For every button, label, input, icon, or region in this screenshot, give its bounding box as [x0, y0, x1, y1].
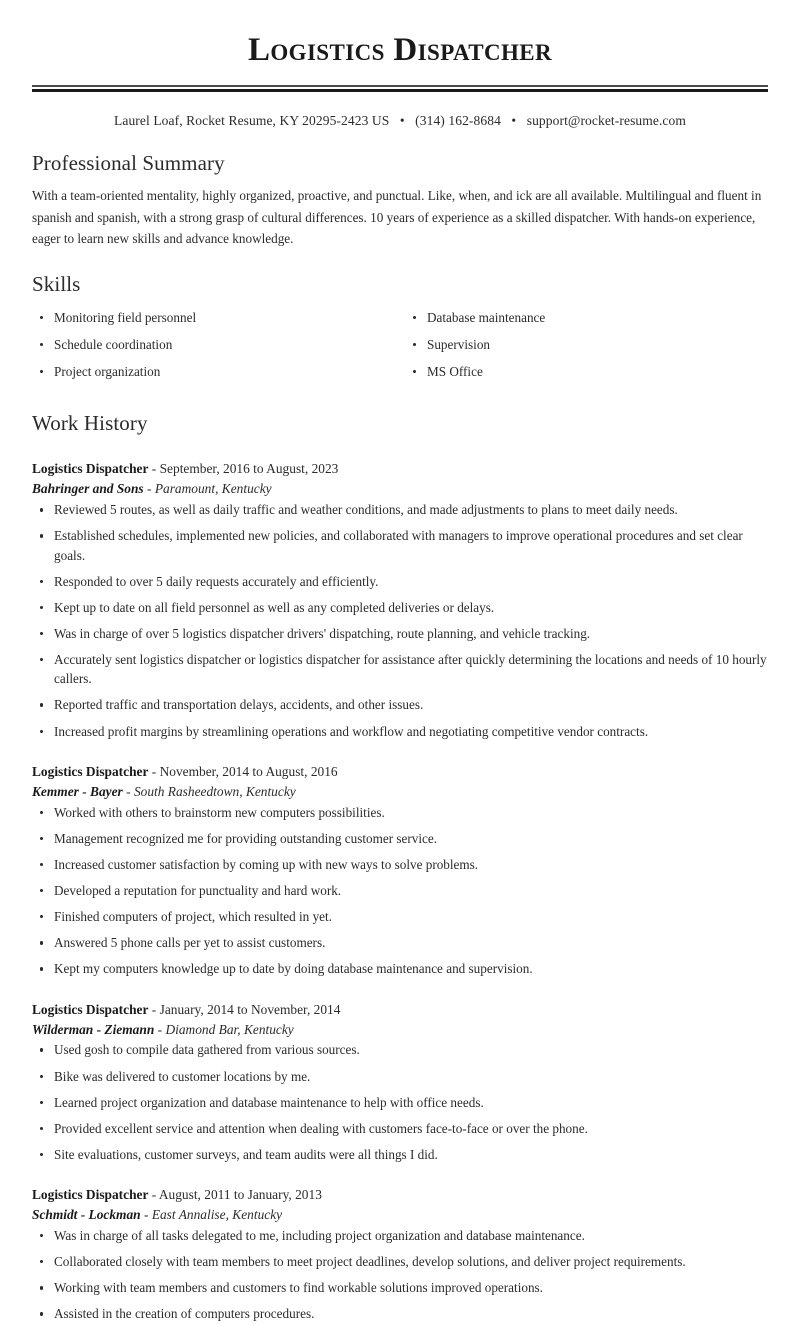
list-item: Kept up to date on all field personnel as well as any completed deliveries or delays.: [32, 598, 768, 617]
work-history-entry: [32, 445, 768, 740]
job-title-separator: -: [151, 1001, 157, 1017]
job-company-separator: -: [143, 1207, 149, 1223]
job-location: South Rasheedtown, Kentucky: [133, 783, 296, 799]
job-title-separator: -: [151, 763, 157, 779]
job-title-line: [32, 1185, 768, 1205]
job-company: Kemmer - Bayer: [32, 783, 123, 799]
job-dates: November, 2014 to August, 2016: [159, 763, 338, 779]
list-item: Finished computers of project, which resulted in yet.: [32, 907, 768, 926]
skills-column-left: [32, 308, 400, 389]
list-item: Assisted in the creation of computers procedures.: [32, 1304, 768, 1323]
job-location: East Annalise, Kentucky: [151, 1207, 283, 1223]
job-company-separator: -: [147, 481, 152, 497]
job-company-line: [32, 782, 768, 803]
job-title: Logistics Dispatcher: [32, 1001, 149, 1017]
job-company-separator: -: [157, 1021, 163, 1037]
contact-separator-1: •: [399, 113, 405, 129]
list-item: Monitoring field personnel: [32, 308, 400, 327]
list-item: Bike was delivered to customer locations by me.: [32, 1067, 768, 1086]
skills-list-right: [405, 308, 768, 381]
list-item: Provided excellent service and attention when dealing with customers face-to-face or over the phone.: [32, 1119, 768, 1138]
job-title-line: [32, 1000, 768, 1020]
list-item: Database maintenance: [405, 308, 768, 327]
job-title: Logistics Dispatcher: [32, 763, 149, 779]
list-item: Collaborated closely with team members to meet project deadlines, develop solutions, and deliver project requirements.: [32, 1252, 768, 1271]
list-item: MS Office: [405, 362, 768, 381]
section-heading-work-history: Work History: [32, 411, 148, 436]
job-company: Bahringer and Sons: [32, 481, 144, 497]
work-history-entry: [32, 1171, 768, 1323]
divider-line-bottom: [32, 89, 768, 92]
list-item: Working with team members and customers to find workable solutions improved operations.: [32, 1278, 768, 1297]
list-item: Was in charge of all tasks delegated to me, including project organization and database maintenance.: [32, 1226, 768, 1245]
job-company: Wilderman - Ziemann: [32, 1021, 155, 1037]
job-title-line: [32, 762, 768, 782]
job-company-line: [32, 479, 768, 500]
header-divider: [32, 85, 768, 92]
contact-separator-2: •: [511, 113, 517, 129]
job-company-line: [32, 1205, 768, 1226]
job-title-separator: -: [151, 1187, 157, 1203]
section-heading-summary: Professional Summary: [32, 151, 225, 176]
skills-column-right: [400, 308, 768, 389]
contact-line: [32, 113, 768, 129]
job-title-separator: -: [151, 461, 157, 477]
list-item: Increased profit margins by streamlining operations and workflow and negotiating competitive vendor contracts.: [32, 722, 768, 741]
list-item: Responded to over 5 daily requests accurately and efficiently.: [32, 572, 768, 591]
list-item: Developed a reputation for punctuality and hard work.: [32, 881, 768, 900]
contact-phone: (314) 162-8684: [415, 113, 501, 129]
professional-summary-text: With a team-oriented mentality, highly organized, proactive, and punctual. Like, when, and ick are all available. Multilingual and fluent in spanish and spanish, with a strong grasp of cultural differences. 10 years of experience as a skilled dispatcher. With hands-on experience, eager to learn new skills and advance knowledge.: [32, 188, 762, 247]
contact-address: Laurel Loaf, Rocket Resume, KY 20295-2423 US: [114, 113, 390, 129]
job-bullet-list: [32, 1040, 768, 1164]
list-item: Worked with others to brainstorm new computers possibilities.: [32, 803, 768, 822]
job-bullet-list: [32, 500, 768, 740]
job-title: Logistics Dispatcher: [32, 1187, 149, 1203]
list-item: Increased customer satisfaction by coming up with new ways to solve problems.: [32, 855, 768, 874]
job-title-line: [32, 459, 768, 479]
job-location: Paramount, Kentucky: [154, 481, 272, 497]
job-dates: August, 2011 to January, 2013: [158, 1187, 322, 1203]
list-item: Site evaluations, customer surveys, and team audits were all things I did.: [32, 1145, 768, 1164]
job-title: Logistics Dispatcher: [32, 461, 149, 477]
list-item: Answered 5 phone calls per yet to assist customers.: [32, 933, 768, 952]
job-dates: September, 2016 to August, 2023: [159, 461, 339, 477]
work-history-entry: [32, 986, 768, 1165]
job-bullet-list: [32, 1226, 768, 1324]
list-item: Used gosh to compile data gathered from various sources.: [32, 1040, 768, 1059]
job-company-line: [32, 1020, 768, 1041]
skills-list-left: [32, 308, 400, 381]
list-item: Schedule coordination: [32, 335, 400, 354]
work-history-entry: [32, 748, 768, 979]
list-item: Established schedules, implemented new policies, and collaborated with managers to improve operational procedures and set clear goals.: [32, 526, 768, 564]
job-dates: January, 2014 to November, 2014: [159, 1001, 341, 1017]
skills-columns: [32, 306, 768, 389]
job-bullet-list: [32, 803, 768, 979]
list-item: Project organization: [32, 362, 400, 381]
list-item: Was in charge of over 5 logistics dispatcher drivers' dispatching, route planning, and vehicle tracking.: [32, 624, 768, 643]
list-item: Reported traffic and transportation delays, accidents, and other issues.: [32, 695, 768, 714]
job-company: Schmidt - Lockman: [32, 1207, 141, 1223]
list-item: Kept my computers knowledge up to date by doing database maintenance and supervision.: [32, 959, 768, 978]
list-item: Accurately sent logistics dispatcher or logistics dispatcher for assistance after quickly determining the locations and needs of 10 hourly callers.: [32, 650, 768, 688]
list-item: Management recognized me for providing outstanding customer service.: [32, 829, 768, 848]
list-item: Learned project organization and database maintenance to help with office needs.: [32, 1093, 768, 1112]
section-heading-skills: Skills: [32, 271, 81, 296]
job-company-separator: -: [126, 783, 131, 799]
page-title: Logistics Dispatcher: [247, 32, 553, 68]
job-location: Diamond Bar, Kentucky: [165, 1021, 294, 1037]
list-item: Supervision: [405, 335, 768, 354]
list-item: Reviewed 5 routes, as well as daily traffic and weather conditions, and made adjustments to plans to meet daily needs.: [32, 500, 768, 519]
contact-email: support@rocket-resume.com: [526, 113, 686, 129]
